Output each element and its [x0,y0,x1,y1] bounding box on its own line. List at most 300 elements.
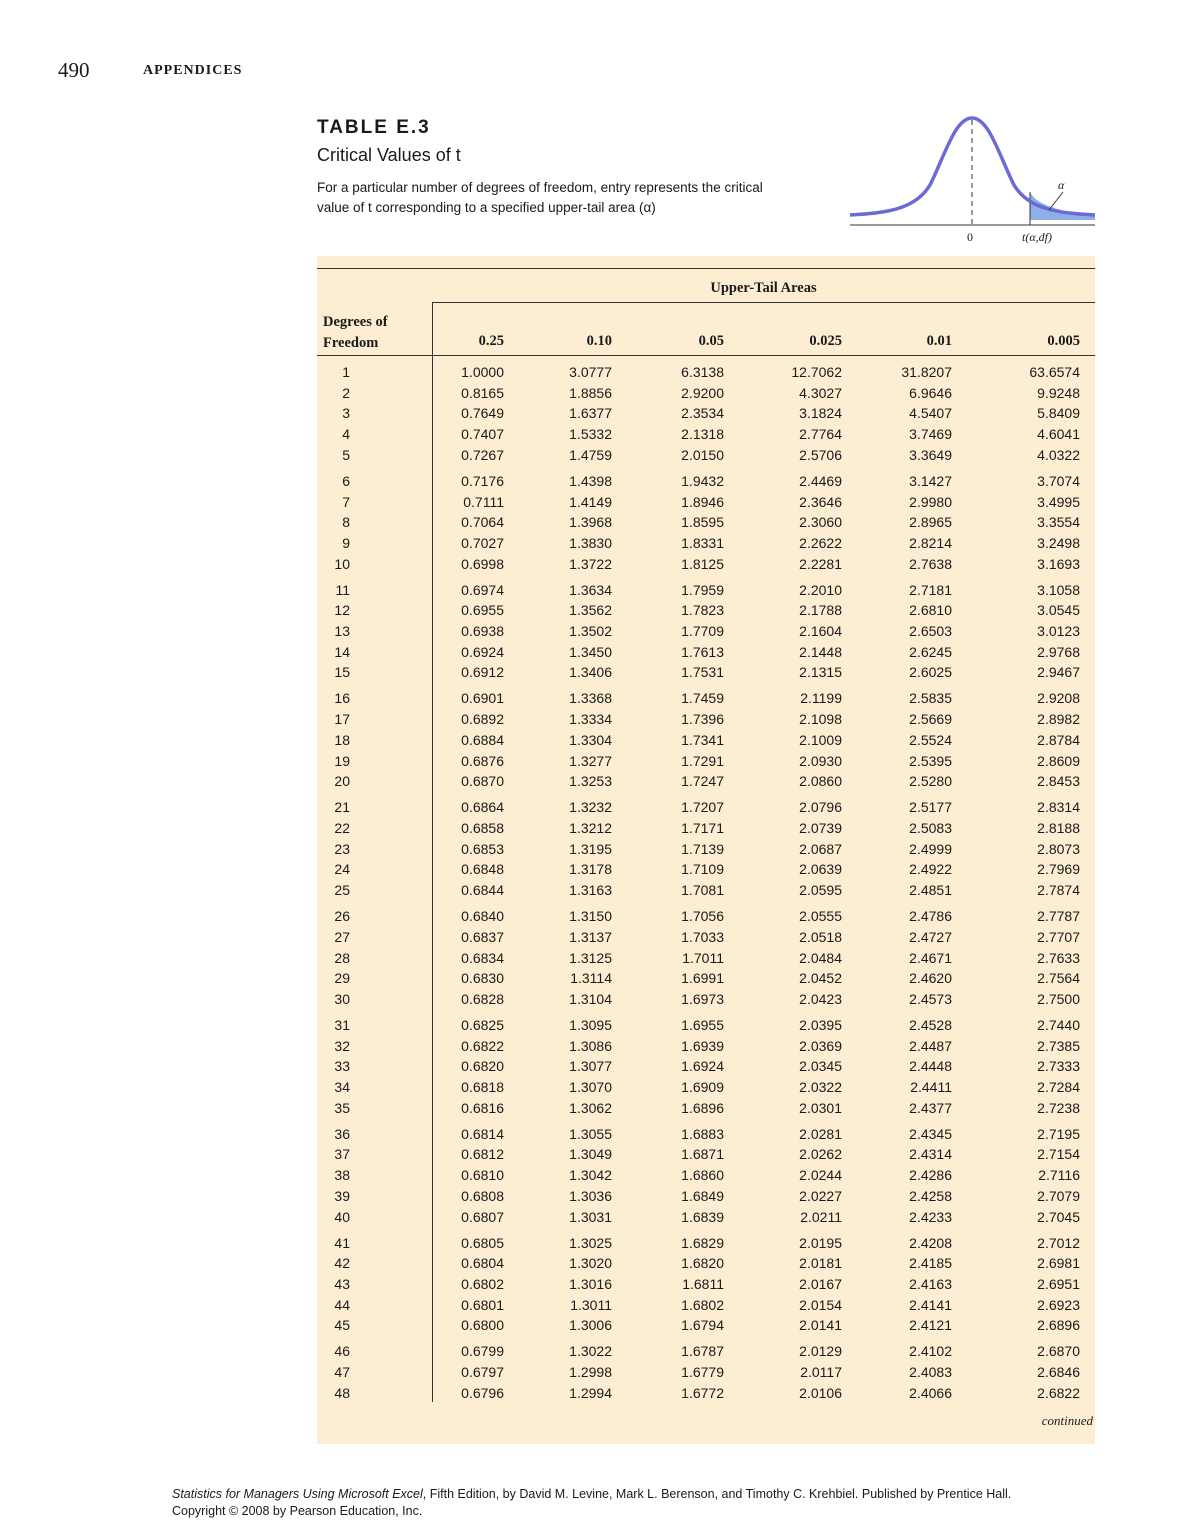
critical-value-cell: 2.6870 [1037,1343,1080,1360]
critical-value-cell: 2.6896 [1037,1317,1080,1334]
critical-value-cell: 4.0322 [1037,446,1080,463]
df-cell: 8 [342,514,350,531]
critical-value-cell: 3.0777 [569,364,612,380]
critical-value-cell: 0.6822 [461,1037,504,1054]
critical-value-cell: 0.6912 [461,664,504,681]
critical-value-cell: 0.7176 [461,472,504,489]
critical-value-cell: 2.6951 [1037,1276,1080,1292]
table-row [317,1276,1095,1297]
critical-value-cell: 2.0860 [799,773,842,790]
critical-value-cell: 1.3070 [569,1079,612,1096]
critical-value-cell: 2.7707 [1037,928,1080,945]
critical-value-cell: 2.4185 [909,1255,952,1272]
critical-value-cell: 2.4528 [909,1016,952,1033]
critical-value-cell: 1.6849 [681,1187,724,1204]
critical-value-cell: 1.6829 [681,1234,724,1251]
critical-value-cell: 2.7181 [909,581,952,598]
alpha-label: α [1058,178,1065,192]
critical-value-cell: 0.7407 [461,426,504,443]
critical-value-cell: 2.0369 [799,1037,842,1054]
critical-value-cell: 2.7969 [1037,861,1080,878]
critical-value-cell: 3.0123 [1037,623,1080,640]
critical-value-cell: 2.4377 [909,1099,952,1116]
df-cell: 36 [334,1125,350,1142]
critical-value-cell: 1.3368 [569,690,612,707]
critical-value-cell: 1.3450 [569,643,612,660]
critical-value-cell: 2.4620 [909,970,952,987]
critical-value-cell: 0.6858 [461,820,504,836]
critical-value-cell: 0.6800 [461,1317,504,1334]
critical-value-cell: 3.4995 [1037,493,1080,510]
critical-value-cell: 0.6797 [461,1364,504,1381]
critical-value-cell: 0.6938 [461,623,504,640]
critical-value-cell: 2.0244 [799,1167,842,1184]
df-cell: 7 [342,493,350,510]
df-cell: 22 [334,820,350,836]
column-header: 0.10 [586,333,612,349]
critical-value-cell: 2.9208 [1037,690,1080,707]
critical-value-cell: 2.9467 [1037,664,1080,681]
critical-value-cell: 2.9768 [1037,643,1080,660]
upper-tail-heading: Upper-Tail Areas [710,280,817,296]
critical-value-cell: 4.3027 [799,384,842,401]
critical-value-cell: 1.3150 [569,908,612,925]
table-row [317,861,1095,882]
critical-value-cell: 3.2498 [1037,534,1080,551]
critical-value-cell: 1.7056 [681,908,724,925]
df-cell: 40 [334,1208,350,1225]
critical-value-cell: 0.6814 [461,1125,504,1142]
table-row [317,773,1095,794]
critical-value-cell: 2.0129 [799,1343,842,1360]
critical-value-cell: 3.7074 [1037,472,1080,489]
critical-value-cell: 1.8856 [569,384,612,401]
table-row [317,1297,1095,1318]
df-cell: 2 [342,384,350,401]
df-cell: 25 [334,882,350,899]
critical-value-cell: 1.8946 [681,493,724,510]
critical-value-cell: 2.3534 [681,405,724,422]
table-row [317,1343,1095,1364]
footer-line-1 [172,1486,1011,1503]
critical-value-cell: 2.5706 [799,446,842,463]
df-cell: 32 [334,1037,350,1054]
df-cell: 21 [334,799,350,816]
critical-value-cell: 6.9646 [909,384,952,401]
critical-value-cell: 2.4233 [909,1208,952,1225]
table-row [317,514,1095,535]
t-critical-label: t(α,df) [1022,230,1052,244]
critical-value-cell: 3.1058 [1037,581,1080,598]
critical-value-cell: 2.0595 [799,882,842,899]
citation-text: , Fifth Edition, by David M. Levine, Mark L. Berenson, and Timothy C. Krehbiel. Published by Prentice Hall. [422,1487,1012,1501]
critical-value-cell: 2.0262 [799,1146,842,1163]
table-row [317,364,1095,385]
table-row [317,1079,1095,1100]
critical-value-cell: 1.3114 [570,970,612,987]
critical-value-cell: 2.0395 [799,1016,842,1033]
critical-value-cell: 2.8214 [909,534,952,551]
critical-value-cell: 2.8188 [1037,820,1080,836]
critical-value-cell: 2.6245 [909,643,952,660]
critical-value-cell: 2.4786 [909,908,952,925]
critical-value-cell: 2.4469 [799,472,842,489]
df-cell: 28 [334,949,350,966]
critical-value-cell: 2.0181 [799,1255,842,1272]
critical-value-cell: 0.7267 [461,446,504,463]
critical-value-cell: 1.7033 [681,928,724,945]
critical-value-cell: 1.7459 [681,690,724,707]
critical-value-cell: 2.8314 [1037,799,1080,816]
critical-value-cell: 2.1318 [681,426,724,443]
critical-value-cell: 1.6909 [681,1079,724,1096]
critical-value-cell: 0.8165 [461,384,504,401]
page-number: 490 [58,58,90,82]
critical-value-cell: 0.6807 [461,1208,504,1225]
critical-value-cell: 2.4163 [909,1276,952,1292]
df-cell: 24 [334,861,350,878]
table-row [317,1317,1095,1338]
df-cell: 11 [335,581,350,598]
critical-value-cell: 1.6779 [681,1364,724,1381]
critical-value-cell: 31.8207 [901,364,952,380]
table-row [317,1100,1095,1121]
critical-value-cell: 1.3006 [569,1317,612,1334]
critical-value-cell: 1.7613 [681,643,724,660]
critical-value-cell: 1.3634 [569,581,612,598]
df-cell: 34 [334,1079,350,1096]
table-row [317,820,1095,841]
critical-value-cell: 2.4448 [909,1058,952,1075]
critical-value-cell: 1.3137 [569,928,612,945]
critical-value-cell: 1.3163 [569,882,612,899]
critical-value-cell: 1.3104 [569,990,612,1007]
table-row [317,970,1095,991]
critical-value-cell: 0.7064 [461,514,504,531]
critical-value-cell: 2.6846 [1037,1364,1080,1381]
critical-value-cell: 2.7633 [1037,949,1080,966]
critical-value-cell: 0.6796 [461,1384,504,1401]
critical-value-cell: 2.4121 [909,1317,952,1334]
df-cell: 10 [334,555,350,572]
critical-value-cell: 1.3968 [569,514,612,531]
critical-value-cell: 2.0141 [799,1317,842,1334]
critical-value-cell: 2.7787 [1037,908,1080,925]
critical-value-cell: 1.8125 [681,555,724,572]
critical-value-cell: 0.6864 [461,799,504,816]
upper-tail-rule [432,302,1095,303]
table-row [317,447,1095,468]
column-header: 0.005 [1047,333,1080,349]
critical-value-cell: 2.2622 [799,534,842,551]
critical-value-cell: 1.6883 [681,1125,724,1142]
critical-value-cell: 0.6848 [461,861,504,878]
critical-value-cell: 5.8409 [1037,405,1080,422]
critical-value-cell: 1.8331 [681,534,724,551]
df-cell: 30 [334,990,350,1007]
table-row [317,753,1095,774]
critical-value-cell: 1.6924 [681,1058,724,1075]
critical-value-cell: 2.0452 [799,970,842,987]
critical-value-cell: 1.4149 [569,493,612,510]
critical-value-cell: 2.6503 [909,623,952,640]
critical-value-cell: 2.7385 [1037,1037,1080,1054]
critical-value-cell: 1.3277 [569,752,612,769]
critical-value-cell: 63.6574 [1029,364,1080,380]
critical-value-cell: 0.6805 [461,1234,504,1251]
critical-value-cell: 2.7079 [1037,1187,1080,1204]
df-heading [323,312,388,354]
table-row [317,535,1095,556]
critical-value-cell: 2.0211 [800,1208,842,1225]
df-cell: 23 [334,840,350,857]
critical-value-cell: 0.6901 [461,690,504,707]
critical-value-cell: 1.3036 [569,1187,612,1204]
critical-value-cell: 2.4671 [909,949,952,966]
critical-value-cell: 1.3722 [569,555,612,572]
critical-value-cell: 2.4083 [909,1364,952,1381]
critical-value-cell: 2.4922 [909,861,952,878]
critical-value-cell: 1.6871 [681,1146,724,1163]
alpha-pointer [1049,192,1063,210]
critical-value-cell: 2.6810 [909,602,952,619]
critical-value-cell: 2.6822 [1037,1384,1080,1401]
table-row [317,908,1095,929]
critical-value-cell: 1.3077 [569,1058,612,1075]
df-cell: 12 [334,602,350,619]
table-subtitle: Critical Values of t [317,145,461,165]
critical-value-cell: 1.3232 [569,799,612,816]
critical-value-cell: 1.7139 [681,840,724,857]
critical-value-cell: 1.2998 [569,1364,612,1381]
table-row [317,1038,1095,1059]
critical-value-cell: 1.6860 [681,1167,724,1184]
critical-value-cell: 2.9980 [909,493,952,510]
critical-value-cell: 2.4851 [909,882,952,899]
critical-value-cell: 3.1824 [799,405,842,422]
critical-value-cell: 0.6974 [461,581,504,598]
df-cell: 43 [334,1276,350,1292]
critical-value-cell: 2.6025 [909,664,952,681]
critical-value-cell: 0.6802 [461,1276,504,1292]
critical-value-cell: 2.1604 [799,623,842,640]
df-cell: 29 [334,970,350,987]
table-row [317,732,1095,753]
section-label: APPENDICES [143,63,243,78]
critical-value-cell: 2.0154 [799,1296,842,1313]
df-cell: 6 [342,472,350,489]
critical-value-cell: 0.6870 [461,773,504,790]
critical-value-cell: 2.8965 [909,514,952,531]
critical-value-cell: 2.7764 [799,426,842,443]
critical-value-cell: 1.6991 [681,970,724,987]
df-cell: 13 [334,623,350,640]
table-row [317,950,1095,971]
df-cell: 18 [334,731,350,748]
table-row [317,1017,1095,1038]
critical-value-cell: 3.7469 [909,426,952,443]
critical-value-cell: 2.5177 [909,799,952,816]
critical-value-cell: 1.7959 [681,581,724,598]
table-row [317,385,1095,406]
critical-value-cell: 12.7062 [791,364,842,380]
critical-value-cell: 2.4208 [909,1234,952,1251]
critical-value-cell: 2.0739 [799,820,842,836]
df-cell: 37 [334,1146,350,1163]
critical-value-cell: 0.6998 [461,555,504,572]
critical-value-cell: 2.8073 [1037,840,1080,857]
critical-value-cell: 0.6876 [461,752,504,769]
critical-value-cell: 2.4999 [909,840,952,857]
critical-value-cell: 1.3830 [569,534,612,551]
table-row [317,1364,1095,1385]
critical-value-cell: 0.6844 [461,882,504,899]
critical-value-cell: 2.0167 [799,1276,842,1292]
df-cell: 42 [334,1255,350,1272]
copyright-text: Copyright © 2008 by Pearson Education, Inc. [172,1504,423,1518]
critical-value-cell: 1.0000 [461,364,504,380]
critical-value-cell: 0.7649 [461,405,504,422]
critical-value-cell: 2.1098 [799,711,842,728]
critical-value-cell: 2.2281 [799,555,842,572]
critical-value-cell: 0.6812 [461,1146,504,1163]
critical-value-cell: 2.8784 [1037,731,1080,748]
table-body [317,364,1095,1406]
df-cell: 41 [334,1234,350,1251]
critical-value-cell: 2.1788 [799,602,842,619]
critical-value-cell: 1.6802 [681,1296,724,1313]
critical-value-cell: 2.7154 [1037,1146,1080,1163]
critical-value-cell: 0.6828 [461,990,504,1007]
df-cell: 9 [342,534,350,551]
critical-value-cell: 2.3646 [799,493,842,510]
table-row [317,644,1095,665]
critical-value-cell: 1.3049 [569,1146,612,1163]
critical-value-cell: 1.3011 [570,1296,612,1313]
critical-value-cell: 0.6837 [461,928,504,945]
critical-value-cell: 2.0518 [799,928,842,945]
critical-value-cell: 2.5395 [909,752,952,769]
critical-value-cell: 2.7012 [1037,1234,1080,1251]
critical-value-cell: 1.7109 [681,861,724,878]
df-cell: 15 [334,664,350,681]
critical-value-cell: 1.3031 [569,1208,612,1225]
critical-value-cell: 0.6818 [461,1079,504,1096]
critical-value-cell: 2.4727 [909,928,952,945]
table-row [317,623,1095,644]
critical-value-cell: 1.7709 [681,623,724,640]
critical-value-cell: 0.6892 [461,711,504,728]
critical-value-cell: 2.5524 [909,731,952,748]
table-row [317,841,1095,862]
critical-value-cell: 1.3020 [569,1255,612,1272]
table-row [317,1188,1095,1209]
critical-value-cell: 2.7500 [1037,990,1080,1007]
critical-value-cell: 2.9200 [681,384,724,401]
critical-value-cell: 2.0796 [799,799,842,816]
critical-value-cell: 2.5835 [909,690,952,707]
critical-value-cell: 2.0930 [799,752,842,769]
critical-value-cell: 1.3095 [569,1016,612,1033]
table-row [317,602,1095,623]
critical-value-cell: 2.0345 [799,1058,842,1075]
table-row [317,1058,1095,1079]
critical-value-cell: 1.6896 [681,1099,724,1116]
critical-value-cell: 0.6840 [461,908,504,925]
critical-value-cell: 1.2994 [569,1384,612,1401]
df-cell: 47 [334,1364,350,1381]
critical-value-cell: 2.0281 [799,1125,842,1142]
critical-value-cell: 2.4066 [909,1384,952,1401]
critical-value-cell: 2.5280 [909,773,952,790]
table-description: For a particular number of degrees of freedom, entry represents the critical value of t corresponding to a specified upper-tail area (α) [317,180,763,215]
critical-value-cell: 1.3178 [569,861,612,878]
critical-value-cell: 4.6041 [1037,426,1080,443]
critical-value-cell: 6.3138 [681,364,724,380]
critical-value-cell: 2.4573 [909,990,952,1007]
critical-value-cell: 2.0227 [799,1187,842,1204]
critical-value-cell: 2.4411 [910,1079,952,1096]
column-header: 0.025 [809,333,842,349]
critical-value-cell: 2.0322 [799,1079,842,1096]
df-cell: 16 [334,690,350,707]
critical-value-cell: 0.6810 [461,1167,504,1184]
critical-value-cell: 0.6808 [461,1187,504,1204]
critical-value-cell: 3.0545 [1037,602,1080,619]
critical-value-cell: 2.0106 [799,1384,842,1401]
critical-value-cell: 2.1448 [799,643,842,660]
table-row [317,494,1095,515]
critical-value-cell: 1.6811 [682,1276,724,1292]
df-cell: 35 [334,1099,350,1116]
critical-value-cell: 0.7111 [463,493,504,510]
df-heading-line2: Freedom [323,335,379,351]
critical-value-cell: 1.7011 [682,949,724,966]
critical-value-cell: 0.6884 [461,731,504,748]
critical-value-cell: 2.7440 [1037,1016,1080,1033]
critical-value-cell: 1.3502 [569,623,612,640]
df-cell: 1 [342,364,350,380]
critical-value-cell: 2.7638 [909,555,952,572]
critical-value-cell: 0.6853 [461,840,504,857]
critical-value-cell: 1.7823 [681,602,724,619]
critical-value-cell: 0.6820 [461,1058,504,1075]
df-cell: 38 [334,1167,350,1184]
critical-value-cell: 1.4759 [569,446,612,463]
critical-value-cell: 2.1315 [799,664,842,681]
critical-value-cell: 2.4487 [909,1037,952,1054]
critical-value-cell: 2.7116 [1038,1167,1080,1184]
df-cell: 5 [342,446,350,463]
critical-value-cell: 2.2010 [799,581,842,598]
critical-value-cell: 2.4102 [909,1343,952,1360]
table-row [317,1209,1095,1230]
table-row [317,711,1095,732]
critical-value-cell: 1.6820 [681,1255,724,1272]
critical-value-cell: 2.7238 [1037,1099,1080,1116]
df-cell: 44 [334,1296,350,1313]
critical-value-cell: 1.7081 [681,882,724,899]
critical-value-cell: 1.3125 [569,949,612,966]
df-cell: 39 [334,1187,350,1204]
critical-value-cell: 1.6794 [681,1317,724,1334]
critical-value-cell: 0.6804 [461,1255,504,1272]
critical-value-cell: 1.3253 [569,773,612,790]
column-header: 0.25 [478,333,504,349]
critical-value-cell: 1.5332 [569,426,612,443]
critical-value-cell: 2.0423 [799,990,842,1007]
critical-value-cell: 1.3195 [569,840,612,857]
